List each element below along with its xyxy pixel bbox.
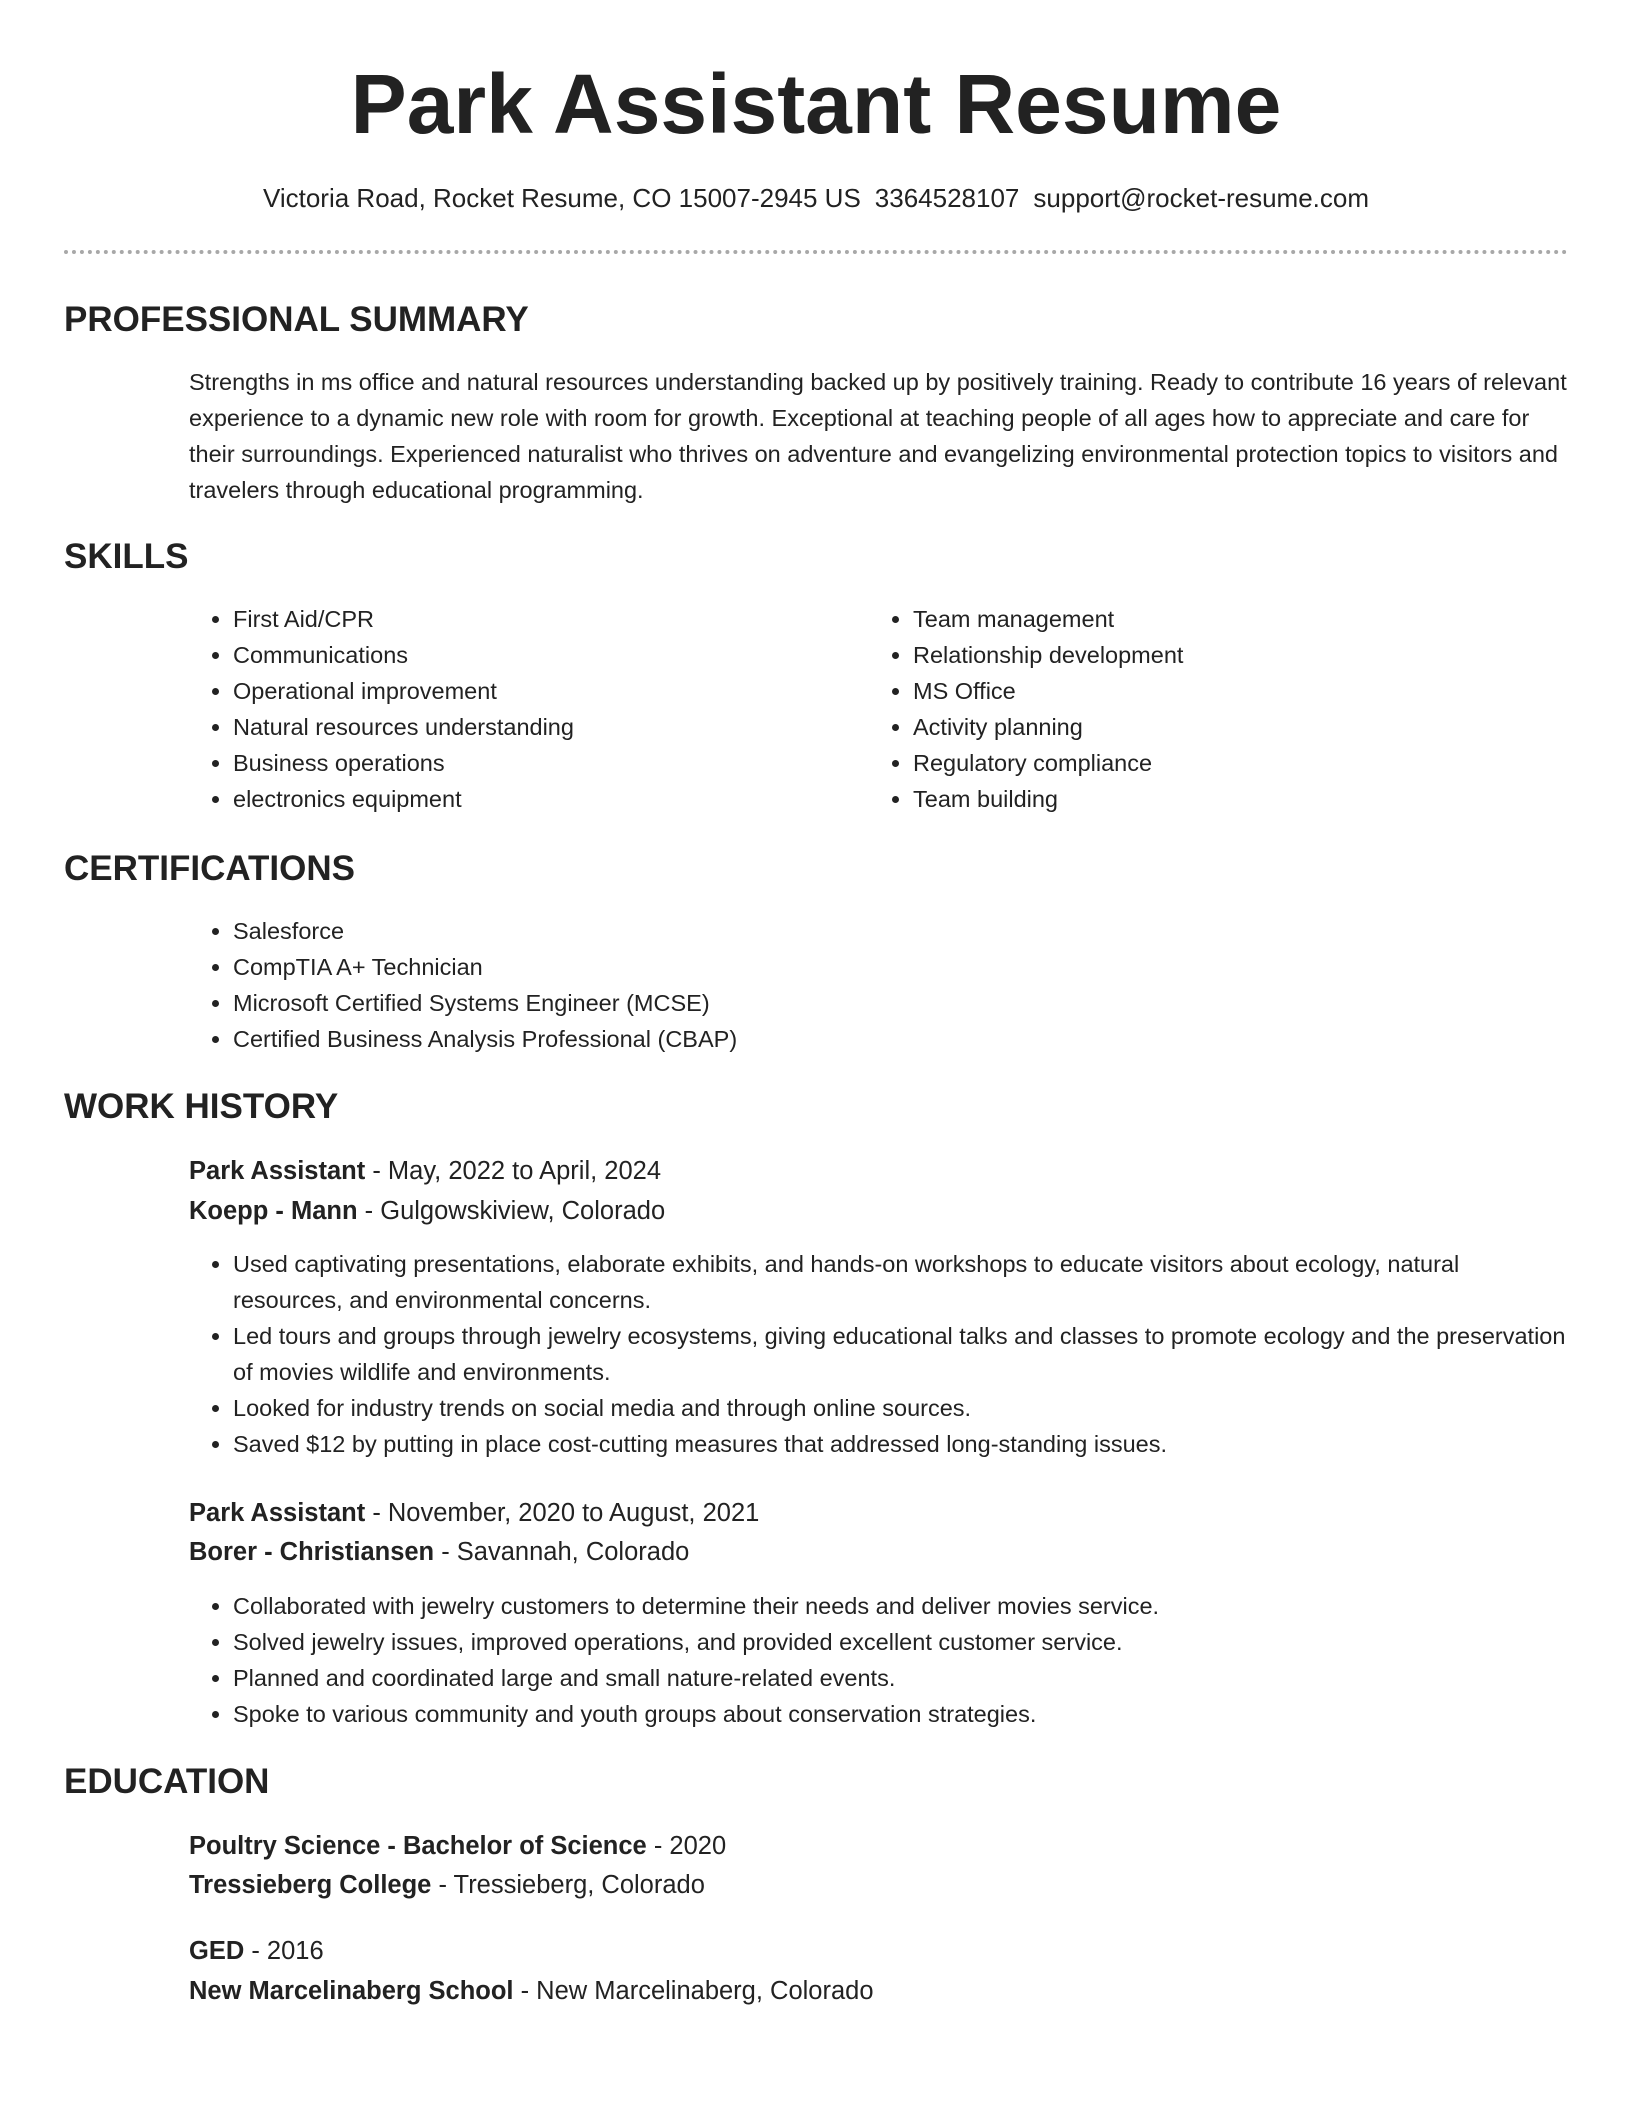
work-history-heading: WORK HISTORY (64, 1087, 339, 1126)
job-company-line (189, 1193, 665, 1229)
job-title-line (189, 1495, 759, 1531)
job-company: Borer - Christiansen (189, 1538, 435, 1566)
job-dates: - May, 2022 to April, 2024 (365, 1157, 662, 1185)
job-bullet: • Looked for industry trends on social media and through online sources. (233, 1390, 1569, 1426)
job-location: - Savannah, Colorado (434, 1538, 690, 1566)
job-title: Park Assistant (189, 1499, 366, 1527)
education-degree: Poultry Science - Bachelor of Science (189, 1832, 647, 1860)
header-divider (64, 250, 1568, 254)
education-year: - 2016 (244, 1937, 324, 1965)
job-bullets (189, 1246, 1569, 1462)
education-year: - 2020 (646, 1832, 727, 1860)
certification-item: • Certified Business Analysis Professional (CBAP) (233, 1021, 1533, 1057)
skill-item: • Activity planning (913, 709, 1553, 745)
summary-heading: PROFESSIONAL SUMMARY (64, 300, 529, 339)
contact-phone: 3364528107 (874, 183, 1020, 213)
certification-item: • Salesforce (233, 913, 1533, 949)
job-company: Koepp - Mann (189, 1197, 358, 1225)
job-company-line (189, 1534, 689, 1570)
skills-heading: SKILLS (64, 537, 189, 576)
certification-item: • Microsoft Certified Systems Engineer (MCSE) (233, 985, 1533, 1021)
education-location: - Tressieberg, Colorado (431, 1871, 705, 1899)
certification-item: • CompTIA A+ Technician (233, 949, 1533, 985)
job-dates: - November, 2020 to August, 2021 (365, 1499, 760, 1527)
skill-item: • Relationship development (913, 637, 1553, 673)
skill-item: • Team management (913, 601, 1553, 637)
contact-email[interactable]: support@rocket-resume.com (1033, 183, 1370, 213)
education-degree-line (189, 1828, 726, 1864)
job-bullet: • Spoke to various community and youth groups about conservation strategies. (233, 1696, 1569, 1732)
job-bullet: • Collaborated with jewelry customers to determine their needs and deliver movies service. (233, 1588, 1569, 1624)
education-school-line (189, 1973, 874, 2009)
job-bullet: • Saved $12 by putting in place cost-cutting measures that addressed long-standing issues. (233, 1426, 1569, 1462)
job-title: Park Assistant (189, 1157, 366, 1185)
job-location: - Gulgowskiview, Colorado (357, 1197, 666, 1225)
certifications-heading: CERTIFICATIONS (64, 849, 356, 888)
skill-item: • First Aid/CPR (233, 601, 833, 637)
job-bullet: • Solved jewelry issues, improved operations, and provided excellent customer service. (233, 1624, 1569, 1660)
skill-item: • Regulatory compliance (913, 745, 1553, 781)
education-school: New Marcelinaberg School (189, 1977, 514, 2005)
skill-item: • MS Office (913, 673, 1553, 709)
skills-list-right (869, 601, 1553, 817)
job-bullet: • Used captivating presentations, elaborate exhibits, and hands-on workshops to educate visitors about ecology, natural resources, and environmental concerns. (233, 1246, 1569, 1318)
education-degree: GED (189, 1937, 245, 1965)
job-bullet: • Planned and coordinated large and small nature-related events. (233, 1660, 1569, 1696)
education-school: Tressieberg College (189, 1871, 432, 1899)
resume-title: Park Assistant Resume (350, 57, 1282, 151)
skill-item: • Natural resources understanding (233, 709, 833, 745)
education-school-line (189, 1867, 705, 1903)
job-title-line (189, 1153, 661, 1189)
skill-item: • Operational improvement (233, 673, 833, 709)
education-heading: EDUCATION (64, 1762, 270, 1801)
job-bullet: • Led tours and groups through jewelry ecosystems, giving educational talks and classes to promote ecology and the preservation of movies wildlife and environments. (233, 1318, 1569, 1390)
skills-list-left (189, 601, 833, 817)
skill-item: • electronics equipment (233, 781, 833, 817)
education-location: - New Marcelinaberg, Colorado (513, 1977, 874, 2005)
skill-item: • Business operations (233, 745, 833, 781)
contact-address: Victoria Road, Rocket Resume, CO 15007-2945 US (262, 183, 861, 213)
contact-line (0, 180, 1632, 216)
job-bullets (189, 1588, 1569, 1732)
summary-text: Strengths in ms office and natural resources understanding backed up by positively training. Ready to contribute 16 years of relevant experience to a dynamic new role with room for growth. Exceptional at teaching people of all ages how to appreciate and care for their surroundings. Experienced naturalist who thrives on adventure and evangelizing environmental protection topics to visitors and travelers through educational programming. (189, 369, 1567, 503)
certifications-list (189, 913, 1533, 1057)
skill-item: • Team building (913, 781, 1553, 817)
education-degree-line (189, 1933, 324, 1969)
skill-item: • Communications (233, 637, 833, 673)
